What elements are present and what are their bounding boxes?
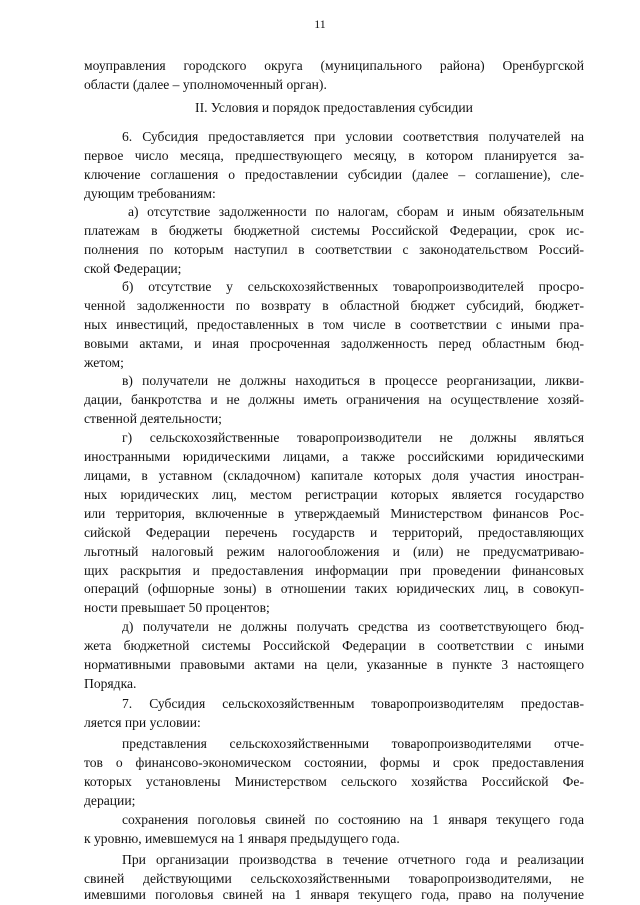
text-line: б) отсутствие у сельскохозяйственных товаропроизводителей просро-	[122, 279, 584, 294]
text-line: а) отсутствие задолженности по налогам, сборам и иным обязательным	[128, 204, 584, 219]
text-line: При организации производства в течение отчетного года и реализации	[122, 852, 584, 867]
text-line: представления сельскохозяйственными товаропроизводителями отче-	[122, 736, 584, 751]
text-line: ных юридических лиц, местом регистрации которых является государство	[84, 487, 584, 502]
text-line: дерации;	[84, 793, 136, 808]
text-line: 6. Субсидия предоставляется при условии соответствия получателей на	[122, 129, 584, 144]
text-line: моуправления городского округа (муниципального района) Оренбургской	[84, 58, 584, 73]
text-line: платежам в бюджеты бюджетной системы Российской Федерации, срок ис-	[84, 223, 584, 238]
text-line: жета бюджетной системы Российской Федерации в соответствии с иными	[84, 638, 584, 653]
text-line: лицами, в уставном (складочном) капитале которых доля участия иностран-	[84, 468, 584, 483]
text-line: области (далее – уполномоченный орган).	[84, 77, 327, 92]
text-line: ственной деятельности;	[84, 411, 222, 426]
text-line: операций (офшорные зоны) в отношении таких юридических лиц, в совокуп-	[84, 581, 584, 596]
text-line: сохранения поголовья свиней по состоянию на 1 января текущего года	[122, 812, 584, 827]
text-line: ных инвестиций, предоставленных в том числе в соответствии с иными пра-	[84, 317, 584, 332]
text-line: льготный налоговый режим налогообложения и (или) не предусматриваю-	[84, 544, 584, 559]
text-line: ключение соглашения о предоставлении субсидии (далее – соглашение), сле-	[84, 167, 584, 182]
text-line: или территория, включенные в утверждаемый Министерством финансов Рос-	[84, 506, 584, 521]
text-line: жетом;	[84, 355, 124, 370]
text-line: которых установлены Министерством сельского хозяйства Российской Фе-	[84, 774, 584, 789]
text-line: иностранными юридическими лицами, а также российскими юридическими	[84, 449, 584, 464]
text-line: ляется при условии:	[84, 715, 201, 730]
text-line: д) получатели не должны получать средства из соответствующего бюд-	[122, 619, 584, 634]
text-line: 7. Субсидия сельскохозяйственным товаропроизводителям предостав-	[122, 696, 584, 711]
text-line: первое число месяца, предшествующего месяцу, в котором планируется за-	[84, 148, 584, 163]
text-line: полнения по которым наступил в соответствии с законодательством Россий-	[84, 242, 584, 257]
text-line: Порядка.	[84, 676, 137, 691]
text-line: дации, банкротства и не должны иметь ограничения на осуществление хозяй-	[84, 392, 584, 407]
page-number: 11	[314, 17, 326, 31]
text-line: имевшими поголовья свиней на 1 января текущего года, право на получение	[84, 887, 584, 902]
text-line: нормативными правовыми актами на цели, указанные в пункте 3 настоящего	[84, 657, 584, 672]
text-line: дующим требованиям:	[84, 186, 216, 201]
text-line: в) получатели не должны находиться в процессе реорганизации, ликви-	[122, 373, 584, 388]
text-line: ской Федерации;	[84, 261, 182, 276]
text-line: ченной задолженности по возврату в областной бюджет субсидий, бюджет-	[84, 298, 584, 313]
text-line: к уровню, имевшемуся на 1 января предыдущего года.	[84, 831, 400, 846]
text-line: вовыми актами, и иная просроченная задолженность перед областным бюд-	[84, 336, 584, 351]
text-line: сийской Федерации перечень государств и территорий, предоставляющих	[84, 525, 584, 540]
text-line: щих раскрытия и предоставления информации при проведении финансовых	[84, 563, 584, 578]
text-line: ности превышает 50 процентов;	[84, 600, 270, 615]
section-title: II. Условия и порядок предоставления субсидии	[195, 100, 473, 115]
text-line: г) сельскохозяйственные товаропроизводители не должны являться	[122, 430, 584, 445]
text-line: тов о финансово-экономическом состоянии, формы и срок предоставления	[84, 755, 584, 770]
text-line: свиней действующими сельскохозяйственными товаропроизводителями, не	[84, 871, 584, 886]
